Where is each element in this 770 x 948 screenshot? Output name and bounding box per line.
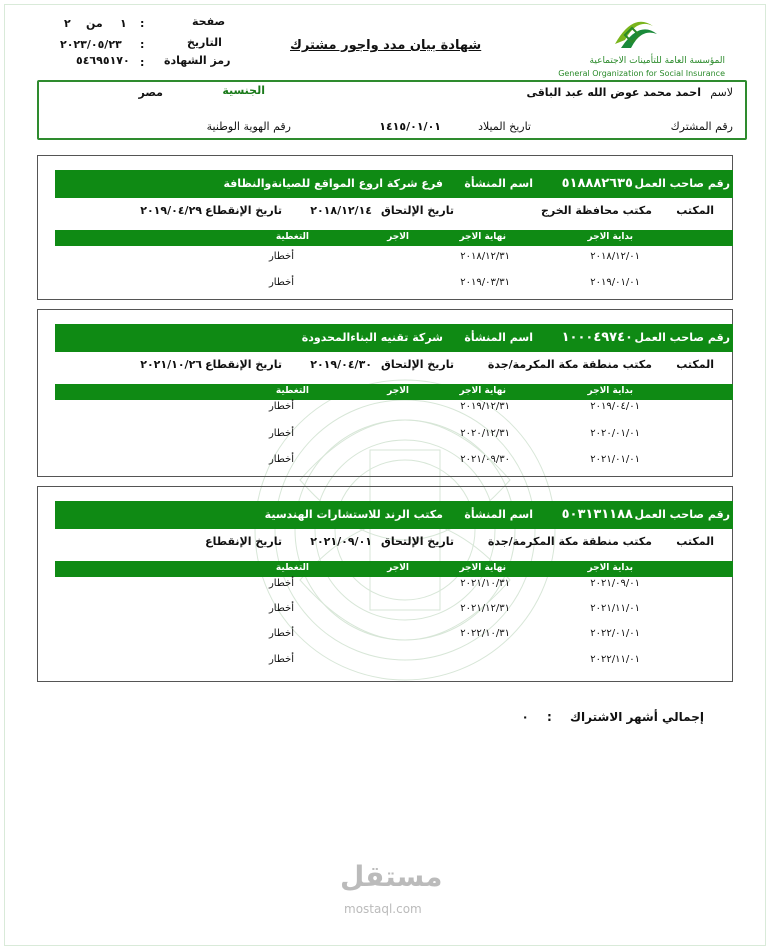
wage-table-row: [38, 628, 732, 644]
col-coverage: التغطية: [275, 386, 309, 396]
join-date-label: تاريخ الإلتحاق: [381, 535, 454, 548]
wage-end-cell: ٢٠١٩/٠٣/٣١: [460, 277, 510, 288]
join-date-value: ٢٠١٨/١٢/١٤: [310, 204, 372, 217]
end-date-value: ٢٠٢١/١٠/٢٦: [140, 358, 202, 371]
coverage-cell: أخطار: [268, 603, 294, 614]
end-date-value: ٢٠١٩/٠٤/٢٩: [140, 204, 202, 217]
wage-start-cell: ٢٠١٩/٠١/٠١: [590, 277, 640, 288]
wage-end-cell: ٢٠٢١/١٢/٣١: [460, 603, 510, 614]
col-wage-end: نهاية الاجر: [459, 563, 506, 573]
col-wage: الاجر: [387, 386, 409, 396]
name-value: احمد محمد عوض الله عبد الباقى: [526, 86, 701, 99]
join-date-value: ٢٠١٩/٠٤/٣٠: [310, 358, 372, 371]
coverage-cell: أخطار: [268, 401, 294, 412]
join-date-label: تاريخ الإلتحاق: [381, 358, 454, 371]
name-label: لاسم: [710, 86, 733, 99]
wage-table-row: [38, 603, 732, 619]
gosi-logo: [545, 12, 740, 80]
establishment-value: مكتب الرند للاستشارات الهندسية: [264, 508, 443, 521]
coverage-cell: أخطار: [268, 628, 294, 639]
watermark-logo-text: مستقل: [340, 860, 443, 893]
birth-label: تاريخ الميلاد: [478, 120, 531, 133]
employer-no-label: رقم صاحب العمل: [634, 508, 730, 521]
establishment-value: فرع شركة اروع المواقع للصيانةوالنظافة: [223, 177, 443, 190]
employer-card: [37, 486, 733, 682]
employer-info-line: [38, 204, 732, 222]
employer-header-bar: [55, 170, 733, 198]
wage-end-cell: ٢٠٢١/١٠/٣١: [460, 578, 510, 589]
date-label: التاريخ: [187, 36, 222, 49]
wage-start-cell: ٢٠٢١/٠١/٠١: [590, 454, 640, 465]
wage-table-header: [55, 561, 733, 577]
coverage-cell: أخطار: [268, 428, 294, 439]
col-wage-end: نهاية الاجر: [459, 232, 506, 242]
employer-card: [37, 309, 733, 477]
employer-no-value: ١٠٠٠٤٩٧٤٠: [561, 330, 633, 345]
wage-table-row: [38, 428, 732, 444]
office-label: المكتب: [676, 204, 714, 217]
wage-start-cell: ٢٠٢٠/٠١/٠١: [590, 428, 640, 439]
national-id-label: رقم الهوية الوطنية: [206, 120, 291, 133]
employer-header-bar: [55, 324, 733, 352]
wage-end-cell: ٢٠٢٠/١٢/٣١: [460, 428, 510, 439]
wage-table-header: [55, 230, 733, 246]
coverage-cell: أخطار: [268, 251, 294, 262]
page-total: ٢: [64, 17, 71, 30]
nationality-value: مصر: [138, 86, 163, 99]
wage-start-cell: ٢٠١٨/١٢/٠١: [590, 251, 640, 262]
establishment-label: اسم المنشأة: [464, 177, 533, 190]
org-name-english: General Organization for Social Insurance: [558, 69, 725, 78]
mostaql-watermark: [330, 856, 443, 926]
birth-value: ١٤١٥/٠١/٠١: [379, 120, 441, 133]
employer-info-line: [38, 535, 732, 553]
wage-table-header: [55, 384, 733, 400]
wage-start-cell: ٢٠٢٢/١١/٠١: [590, 654, 640, 665]
page-current: ١: [120, 17, 127, 30]
office-value: مكتب منطقة مكة المكرمة/جدة: [487, 535, 652, 548]
col-wage: الاجر: [387, 563, 409, 573]
end-date-label: تاريخ الإنقطاع: [205, 535, 282, 548]
coverage-cell: أخطار: [268, 654, 294, 665]
cert-label: رمز الشهادة: [164, 54, 231, 67]
wage-table-row: [38, 251, 732, 267]
end-date-label: تاريخ الإنقطاع: [205, 358, 282, 371]
office-value: مكتب محافظة الخرج: [540, 204, 652, 217]
wage-end-cell: ٢٠٢١/٠٩/٣٠: [460, 454, 510, 465]
col-coverage: التغطية: [275, 563, 309, 573]
end-date-label: تاريخ الإنقطاع: [205, 204, 282, 217]
watermark-site: mostaql.com: [344, 902, 422, 916]
wage-end-cell: ٢٠٢٢/١٠/٣١: [460, 628, 510, 639]
join-date-label: تاريخ الإلتحاق: [381, 204, 454, 217]
wage-start-cell: ٢٠٢٢/٠١/٠١: [590, 628, 640, 639]
gosi-emblem-icon: [603, 12, 663, 56]
cert-value: ٥٤٦٩٥١٧٠: [76, 54, 130, 67]
wage-start-cell: ٢٠١٩/٠٤/٠١: [590, 401, 640, 412]
subscriber-info-box: [37, 80, 747, 140]
date-value: ٢٠٢٣/٠٥/٢٣: [60, 38, 122, 51]
coverage-cell: أخطار: [268, 277, 294, 288]
office-label: المكتب: [676, 358, 714, 371]
establishment-value: شركة تقنيه البناءالمحدودة: [301, 331, 443, 344]
wage-end-cell: ٢٠١٨/١٢/٣١: [460, 251, 510, 262]
org-name-arabic: المؤسسة العامة للتأمينات الاجتماعية: [589, 56, 725, 66]
employer-no-value: ٥٠٣١٣١١٨٨: [561, 507, 633, 522]
col-wage: الاجر: [387, 232, 409, 242]
wage-table-row: [38, 578, 732, 594]
wage-table-row: [38, 277, 732, 293]
wage-table-row: [38, 454, 732, 470]
wage-start-cell: ٢٠٢١/٠٩/٠١: [590, 578, 640, 589]
colon: :: [140, 56, 145, 69]
total-subscription-months: [522, 710, 704, 724]
page-title: شهادة بيان مدد واجور مشترك: [290, 38, 482, 53]
colon: :: [140, 38, 145, 51]
colon: :: [547, 710, 552, 724]
coverage-cell: أخطار: [268, 578, 294, 589]
col-wage-start: بداية الاجر: [587, 563, 633, 573]
col-coverage: التغطية: [275, 232, 309, 242]
subscriber-no-label: رقم المشترك: [670, 120, 733, 133]
employer-card: [37, 155, 733, 300]
employer-no-value: ٥١٨٨٨٢٦٣٥: [561, 176, 633, 191]
wage-table-row: [38, 654, 732, 670]
colon: :: [140, 17, 145, 30]
join-date-value: ٢٠٢١/٠٩/٠١: [310, 535, 372, 548]
total-label: إجمالي أشهر الاشتراك: [570, 710, 704, 724]
office-label: المكتب: [676, 535, 714, 548]
establishment-label: اسم المنشأة: [464, 508, 533, 521]
employer-no-label: رقم صاحب العمل: [634, 177, 730, 190]
col-wage-end: نهاية الاجر: [459, 386, 506, 396]
employer-info-line: [38, 358, 732, 376]
wage-start-cell: ٢٠٢١/١١/٠١: [590, 603, 640, 614]
col-wage-start: بداية الاجر: [587, 232, 633, 242]
employer-header-bar: [55, 501, 733, 529]
col-wage-start: بداية الاجر: [587, 386, 633, 396]
nationality-label: الجنسية: [222, 84, 265, 97]
employer-no-label: رقم صاحب العمل: [634, 331, 730, 344]
coverage-cell: أخطار: [268, 454, 294, 465]
page-of: من: [86, 17, 103, 30]
wage-table-row: [38, 401, 732, 417]
office-value: مكتب منطقة مكة المكرمة/جدة: [487, 358, 652, 371]
page-label: صفحة: [192, 15, 226, 28]
total-value: ٠: [521, 710, 529, 724]
wage-end-cell: ٢٠١٩/١٢/٣١: [460, 401, 510, 412]
establishment-label: اسم المنشأة: [464, 331, 533, 344]
